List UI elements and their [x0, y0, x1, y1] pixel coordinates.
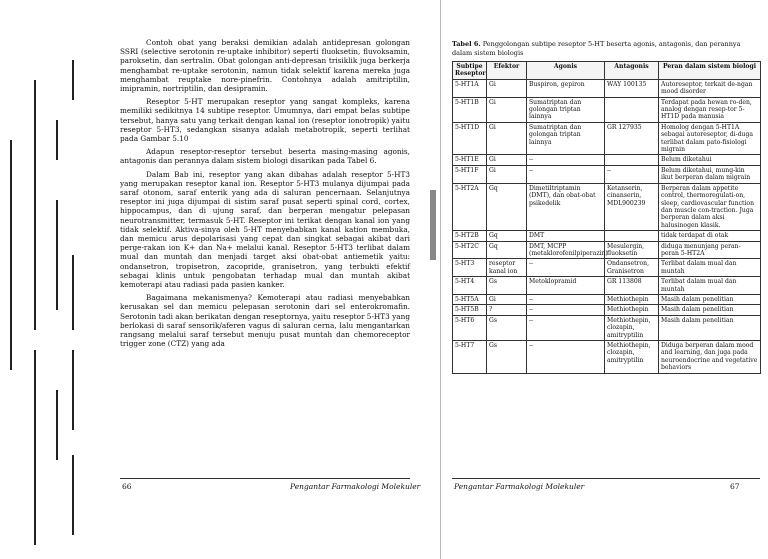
table-row	[453, 165, 761, 183]
table-cell	[605, 97, 659, 122]
margin-bar	[72, 255, 74, 330]
footer-rule	[120, 478, 410, 479]
table-caption-label: Tabel 6.	[452, 40, 481, 48]
table-cell: Terlibat dalam mual dan muntah	[659, 259, 761, 277]
table-row	[453, 231, 761, 241]
table-cell: 5-HT1B	[453, 97, 487, 122]
table-cell: Masih dalam penelitian	[659, 315, 761, 340]
table-cell: --	[527, 165, 605, 183]
margin-bar	[34, 80, 36, 330]
table-cell: --	[527, 341, 605, 374]
left-page	[120, 38, 410, 353]
margin-bar	[34, 350, 36, 545]
table-cell: GR 113808	[605, 277, 659, 295]
margin-bar	[72, 350, 74, 430]
running-title: Pengantar Farmakologi Molekuler	[454, 482, 585, 491]
table-cell: Gi	[487, 79, 527, 97]
table-cell: Ondansetron, Granisetron	[605, 259, 659, 277]
table-header: Peran dalam sistem biologi	[659, 62, 761, 80]
margin-bar	[56, 120, 58, 160]
table-cell: 5-HT1F	[453, 165, 487, 183]
margin-bar	[10, 140, 12, 370]
table-row	[453, 294, 761, 304]
table-cell: Terdapat pada hewan ro-den, analog dengan resep-tor 5-HT1D pada manusia	[659, 97, 761, 122]
table-row	[453, 315, 761, 340]
table-row	[453, 183, 761, 230]
table-header: Efektor	[487, 62, 527, 80]
table-cell: Gi	[487, 294, 527, 304]
table-cell: Diduga berperan dalam mood and learning, dan juga pada neuroendocrine and vegetative behaviors	[659, 341, 761, 374]
table-cell: Ketanserin, cinanserin, MDL900239	[605, 183, 659, 230]
table-cell: Gq	[487, 241, 527, 259]
table-cell: 5-HT3	[453, 259, 487, 277]
table-cell: 5-HT1E	[453, 155, 487, 165]
table-row	[453, 122, 761, 155]
table-cell: Gs	[487, 341, 527, 374]
table-cell: 5-HT5B	[453, 305, 487, 315]
table-cell: --	[605, 165, 659, 183]
table-cell: --	[527, 259, 605, 277]
table-cell: reseptor kanal ion	[487, 259, 527, 277]
table-cell: Masih dalam penelitian	[659, 305, 761, 315]
table-cell: DMT, MCPP (metaklorofenilpiperazin)	[527, 241, 605, 259]
page-number: 66	[122, 482, 132, 491]
footer-rule	[452, 478, 760, 479]
table-row	[453, 97, 761, 122]
table-cell: --	[527, 305, 605, 315]
table-header: Antagonis	[605, 62, 659, 80]
table-cell: Homolog dengan 5-HT1A sebagai autoreseptor, di-duga terlibat dalam pato-fisiologi migrain	[659, 122, 761, 155]
table-row	[453, 305, 761, 315]
table-cell: Belum diketahui	[659, 155, 761, 165]
paragraph: Bagaimana mekanismenya? Kemoterapi atau radiasi menyebabkan kerusakan sel dan memicu pelepasan serotonin dari sel enterokromafin. Serotonin tadi akan berikatan dengan reseptornya, yaitu reseptor 5-HT3 yang berlokasi di saraf sensorik/aferen vagus di saluran cerna, lalu mengantarkan rangsang melalui saraf tersebut menuju pusat muntah dan chemoreceptor trigger zone (CTZ) yang ada	[120, 293, 410, 349]
table-cell: Gq	[487, 231, 527, 241]
table-row	[453, 79, 761, 97]
table-cell: Gi	[487, 122, 527, 155]
table-cell: --	[527, 155, 605, 165]
table-cell: Berperan dalam appetite control, thermoregulati-on, sleep, cardiovascular function dan muscle con-traction. Juga berperan dalam aksi halusinogen klasik.	[659, 183, 761, 230]
running-title: Pengantar Farmakologi Molekuler	[290, 482, 421, 491]
table-cell: Sumatriptan dan golongan triptan lainnya	[527, 97, 605, 122]
table-caption-text: Penggolongan subtipe reseptor 5-HT beserta agonis, antagonis, dan perannya dalam sistem biologis	[452, 40, 741, 57]
table-cell: Terlibat dalam mual dan muntah	[659, 277, 761, 295]
margin-bar	[72, 455, 74, 535]
table-cell: Methiothepin	[605, 305, 659, 315]
table-cell: diduga menunjang peran-peran 5-HT2A	[659, 241, 761, 259]
table-cell: 5-HT1D	[453, 122, 487, 155]
table-cell: DMT	[527, 231, 605, 241]
table-cell: WAY 100135	[605, 79, 659, 97]
table-cell: Gq	[487, 183, 527, 230]
table-row	[453, 155, 761, 165]
table-cell: ?	[487, 305, 527, 315]
receptor-table	[452, 61, 761, 374]
table-header-row	[453, 62, 761, 80]
table-cell: Dimetiltriptamin (DMT), dan obat-obat psikedelik	[527, 183, 605, 230]
paragraph: Adapun reseptor-reseptor tersebut beserta masing-masing agonis, antagonis dan perannya dalam sistem biologi disarikan pada Tabel 6.	[120, 147, 410, 166]
table-row	[453, 259, 761, 277]
table-header: Agonis	[527, 62, 605, 80]
table-cell: Belum diketahui, mung-kin ikut berperan dalam migrain	[659, 165, 761, 183]
table-cell: Methiothepin	[605, 294, 659, 304]
table-cell: Methiothepin, clozapin, amitryptilin	[605, 341, 659, 374]
table-cell: 5-HT5A	[453, 294, 487, 304]
table-cell: Gi	[487, 97, 527, 122]
page-number: 67	[730, 482, 740, 491]
table-header: Subtipe Reseptor	[453, 62, 487, 80]
table-cell: Mesulergin, fluoksetin	[605, 241, 659, 259]
spine-gray	[430, 190, 436, 260]
table-cell: Gs	[487, 277, 527, 295]
table-cell: --	[527, 315, 605, 340]
margin-bar	[72, 60, 74, 100]
table-cell	[605, 231, 659, 241]
table-caption	[452, 40, 760, 57]
table-cell: Masih dalam penelitian	[659, 294, 761, 304]
table-cell: Autoreseptor, terkait de-ngan mood disorder	[659, 79, 761, 97]
table-cell: Buspiron, gepiron	[527, 79, 605, 97]
table-cell: Methiothepin, clozapin, amitryptilin	[605, 315, 659, 340]
margin-bar	[56, 200, 58, 310]
table-cell: 5-HT6	[453, 315, 487, 340]
right-page	[452, 40, 760, 374]
paragraph: Dalam Bab ini, reseptor yang akan dibahas adalah reseptor 5-HT3 yang merupakan reseptor kanal ion. Reseptor 5-HT3 mulanya dijumpai pada saraf otonom, saraf enterik yang ada di saluran pencernaan. Selanjutnya reseptor ini juga dijumpai di sistim saraf pusat seperti spinal cord, cortex, hippocampus, dan di ujung saraf, dan berperan mengatur pelepasan neurotransmitter, termasuk 5-HT. Reseptor ini terikat dengan kanal ion yang tidak selektif. Aktiva-sinya oleh 5-HT menyebabkan kanal kation membuka, dan memicu arus depolarisasi yang cepat dan singkat sebagai akibat dari perge-rakan ion K+ dan Na+ melalui kanal. Reseptor 5-HT3 terlibat dalam mual dan muntah dan menjadi target aksi obat-obat antiemetik yaitu: ondansetron, tropisetron, zacopride, granisetron, yang terbukti efektif sebagai klinis untuk pengobatan terhadap mual dan muntah akibat kemoterapi atau radiasi pada pasien kanker.	[120, 169, 410, 290]
table-row	[453, 277, 761, 295]
table-cell: tidak terdapat di otak	[659, 231, 761, 241]
table-row	[453, 341, 761, 374]
table-cell: Sumatriptan dan golongan triptan lainnya	[527, 122, 605, 155]
table-cell: Gi	[487, 165, 527, 183]
table-cell: 5-HT7	[453, 341, 487, 374]
table-cell: 5-HT1A	[453, 79, 487, 97]
table-row	[453, 241, 761, 259]
paragraph: Contoh obat yang beraksi demikian adalah antidepresan golongan SSRI (selective serotonin re-uptake inhibitor) seperti fluoksetin, fluvoksamin, paroksetin, dan sertralin. Obat golongan anti-depresan trisiklik juga berkerja menghambat re-uptake serotonin, namun tidak selektif karena mereka juga menghambat reuptake nore-pinefrin. Contohnya adalah amitriptilin, imipramin, nortriptilin, dan desipramin.	[120, 38, 410, 94]
table-cell: 5-HT4	[453, 277, 487, 295]
spine-line	[440, 0, 441, 559]
table-cell: --	[527, 294, 605, 304]
table-cell: 5-HT2C	[453, 241, 487, 259]
table-cell	[605, 155, 659, 165]
table-cell: 5-HT2A	[453, 183, 487, 230]
table-cell: Gi	[487, 155, 527, 165]
table-cell: 5-HT2B	[453, 231, 487, 241]
margin-bar	[56, 390, 58, 460]
table-cell: GR 127935	[605, 122, 659, 155]
paragraph: Reseptor 5-HT merupakan reseptor yang sangat kompleks, karena memiliki sedikitnya 14 subtipe reseptor. Umumnya, dari empat belas subtipe tersebut, hanya satu yang terkait dengan kanal ion (reseptor ionotropik) yaitu reseptor 5-HT3, sedangkan sisanya adalah metabotropik, seperti terlihat pada Gambar 5.10	[120, 97, 410, 144]
table-cell: Gs	[487, 315, 527, 340]
table-cell: Metoklopramid	[527, 277, 605, 295]
